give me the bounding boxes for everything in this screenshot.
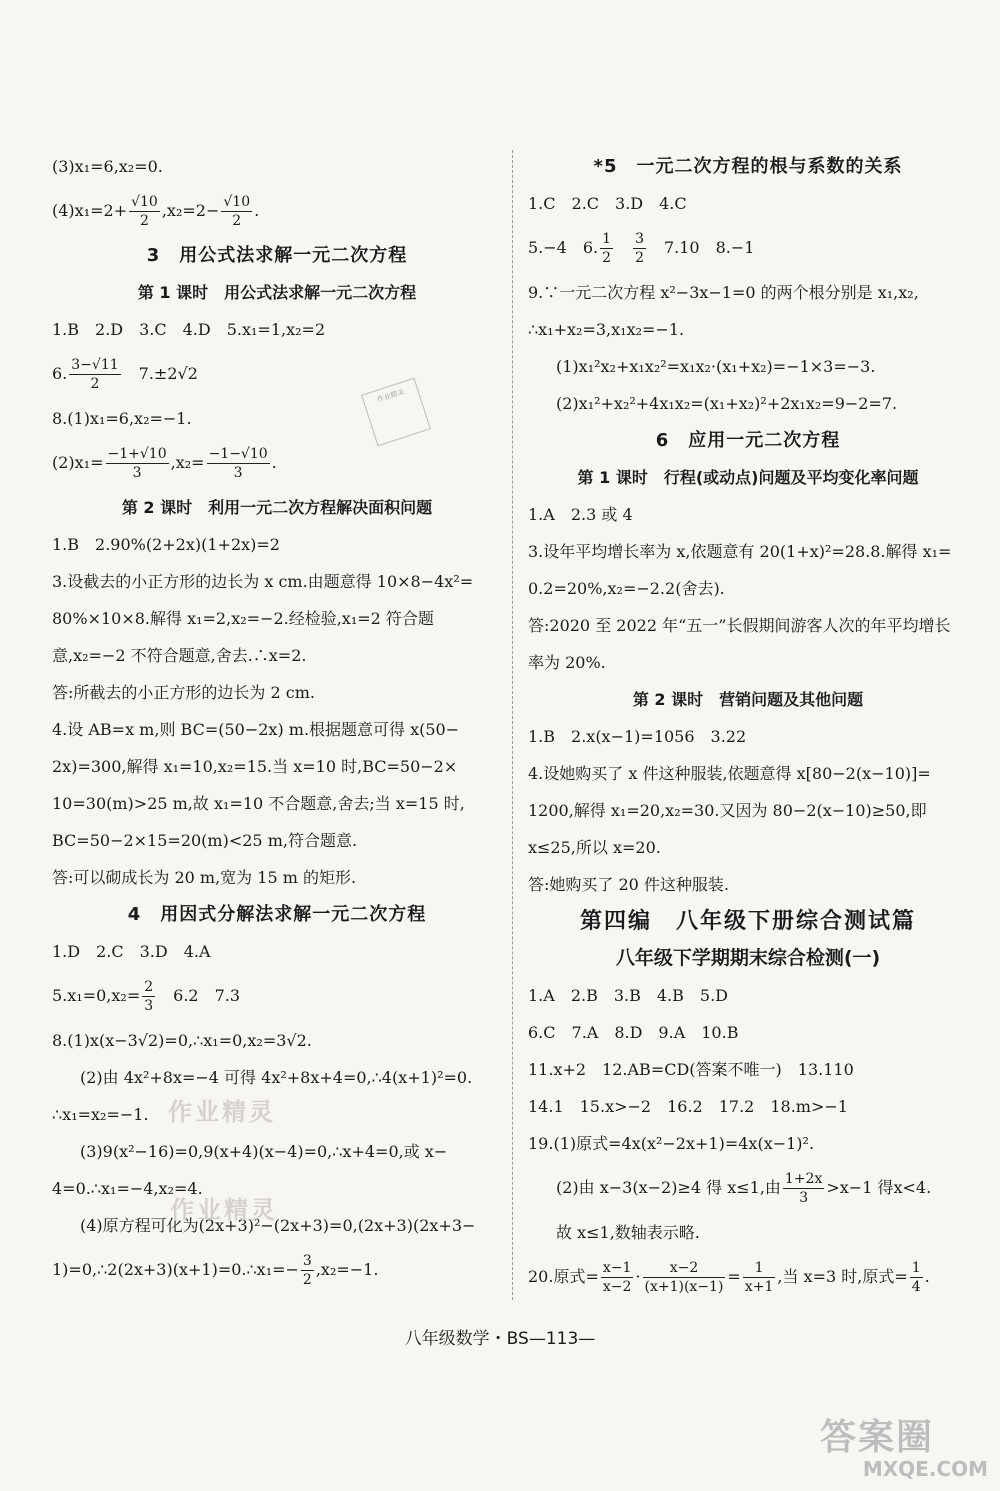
stamp-icon: 作业精灵 xyxy=(361,378,431,447)
section-heading: 4 用因式分解法求解一元二次方程 xyxy=(127,904,427,925)
answer-line: 答:所截去的小正方形的边长为 2 cm. xyxy=(52,683,315,702)
answer-line: x≤25,所以 x=20. xyxy=(528,838,661,857)
answer-line: (2)x₁= $\frac{-1+√10}{3}$ ,x₂= $\frac{-1-√10}{3}$ . xyxy=(52,446,277,481)
answer-line: (1)x₁²x₂+x₁x₂²=x₁x₂·(x₁+x₂)=−1×3=−3. xyxy=(556,357,876,376)
column-divider xyxy=(512,150,513,1300)
answer-line: 1.B 2.D 3.C 4.D 5.x₁=1,x₂=2 xyxy=(52,320,326,339)
answer-line: 答:可以砌成长为 20 m,宽为 15 m 的矩形. xyxy=(52,868,357,887)
answer-line: 5.−4 6. $\frac{1}{2}$ $\frac{3}{2}$ 7.10 8.−1 xyxy=(528,231,755,266)
fraction: $\frac{1}{4}$ xyxy=(911,1260,921,1295)
answer-line: 0.2=20%,x₂=−2.2(舍去). xyxy=(528,579,725,598)
answer-line: 8.(1)x₁=6,x₂=−1. xyxy=(52,409,192,428)
lesson-heading: 第 1 课时 行程(或动点)问题及平均变化率问题 xyxy=(577,468,919,487)
fraction: $\frac{3}{2}$ xyxy=(635,231,644,266)
answer-line: 10=30(m)>25 m,故 x₁=10 不合题意,舍去;当 x=15 时, xyxy=(52,794,465,813)
answer-line: 4.设 AB=x m,则 BC=(50−2x) m.根据题意可得 x(50− xyxy=(52,720,460,739)
fraction: $\frac{2}{3}$ xyxy=(144,979,154,1014)
answer-line: 2x)=300,解得 x₁=10,x₂=15.当 x=10 时,BC=50−2× xyxy=(52,757,458,776)
part-heading: 第四编 八年级下册综合测试篇 xyxy=(579,909,916,934)
fraction: $\frac{√10}{2}$ xyxy=(223,194,251,229)
answer-line: 4.设她购买了 x 件这种服装,依题意得 x[80−2(x−10)]= xyxy=(528,764,931,783)
fraction: $\frac{√10}{2}$ xyxy=(131,194,158,229)
section-heading: 6 应用一元二次方程 xyxy=(655,430,841,451)
answer-line: 14.1 15.x>−2 16.2 17.2 18.m>−1 xyxy=(528,1097,848,1116)
answer-line: 11.x+2 12.AB=CD(答案不唯一) 13.110 xyxy=(528,1060,854,1079)
answer-line: 3.设年平均增长率为 x,依题意有 20(1+x)²=28.8.解得 x₁= xyxy=(528,542,952,561)
fraction: $\frac{3-√11}{2}$ xyxy=(71,357,119,392)
answer-line: 6.C 7.A 8.D 9.A 10.B xyxy=(528,1023,739,1042)
answer-line: 5.x₁=0,x₂= $\frac{2}{3}$ 6.2 7.3 xyxy=(52,979,241,1014)
logo-url: MXQE.COM xyxy=(862,1457,988,1481)
answer-line: 20.原式= $\frac{x-1}{x-2}$ · $\frac{x-2}{(x+1)(x-1)}$ = $\frac{1}{x+1}$ ,当 x=3 时,原式= $\frac{1}{4}$ . xyxy=(528,1260,930,1295)
answer-line: ∴x₁+x₂=3,x₁x₂=−1. xyxy=(528,320,685,339)
answer-line: 6. $\frac{3-√11}{2}$ 7.±2√2 xyxy=(52,357,198,392)
test-heading: 八年级下学期期末综合检测(一) xyxy=(615,947,881,969)
answer-line: 故 x≤1,数轴表示略. xyxy=(556,1223,700,1242)
fraction: $\frac{x-2}{(x+1)(x-1)}$ xyxy=(644,1260,724,1295)
answer-line: 1200,解得 x₁=20,x₂=30.又因为 80−2(x−10)≥50,即 xyxy=(528,801,927,820)
section-heading: 3 用公式法求解一元二次方程 xyxy=(146,245,408,266)
answer-line: 1.A 2.B 3.B 4.B 5.D xyxy=(528,986,728,1005)
page-footer: 八年级数学・BS—113— xyxy=(404,1329,596,1349)
left-column xyxy=(52,148,502,1296)
answer-line: 3.设截去的小正方形的边长为 x cm.由题意得 10×8−4x²= xyxy=(52,572,474,591)
fraction: $\frac{x-1}{x-2}$ xyxy=(602,1260,632,1295)
answer-line: (2)由 x−3(x−2)≥4 得 x≤1,由 $\frac{1+2x}{3}$ >x−1 得x<4. xyxy=(556,1171,932,1206)
answer-line: 答:她购买了 20 件这种服装. xyxy=(528,875,730,894)
right-column xyxy=(528,148,968,1303)
fraction: $\frac{3}{2}$ xyxy=(302,1253,312,1288)
answer-line: 1.A 2.3 或 4 xyxy=(528,505,633,524)
fraction: $\frac{-1+√10}{3}$ xyxy=(107,446,167,481)
fraction: $\frac{1}{2}$ xyxy=(602,231,612,266)
answer-line: 1.D 2.C 3.D 4.A xyxy=(52,942,211,961)
fraction: $\frac{1+2x}{3}$ xyxy=(784,1171,823,1206)
answer-line: (2)x₁²+x₂²+4x₁x₂=(x₁+x₂)²+2x₁x₂=9−2=7. xyxy=(556,394,898,413)
answer-line: BC=50−2×15=20(m)<25 m,符合题意. xyxy=(52,831,358,850)
section-heading: *5 一元二次方程的根与系数的关系 xyxy=(593,156,903,177)
answer-line: 率为 20%. xyxy=(528,653,606,672)
fraction: $\frac{1}{x+1}$ xyxy=(744,1260,774,1295)
answer-line: (3)x₁=6,x₂=0. xyxy=(52,157,163,176)
answer-line: ∴x₁=x₂=−1. xyxy=(52,1105,149,1124)
answer-line: 80%×10×8.解得 x₁=2,x₂=−2.经检验,x₁=2 符合题 xyxy=(52,609,434,628)
lesson-heading: 第 2 课时 营销问题及其他问题 xyxy=(632,690,864,709)
logo-text: 答案圈 xyxy=(820,1417,935,1458)
answer-line: (2)由 4x²+8x=−4 可得 4x²+8x+4=0,∴4(x+1)²=0. xyxy=(80,1068,473,1087)
lesson-heading: 第 1 课时 用公式法求解一元二次方程 xyxy=(137,283,417,302)
answer-line: 19.(1)原式=4x(x²−2x+1)=4x(x−1)². xyxy=(528,1134,815,1153)
answer-line: 1.B 2.90%(2+2x)(1+2x)=2 xyxy=(52,535,280,554)
answer-line: (3)9(x²−16)=0,9(x+4)(x−4)=0,∴x+4=0,或 x− xyxy=(80,1142,448,1161)
watermark: 作业精灵 xyxy=(170,1196,278,1224)
answer-line: 4=0.∴x₁=−4,x₂=4. xyxy=(52,1179,203,1198)
watermark: 作业精灵 xyxy=(168,1098,276,1126)
answer-line: 8.(1)x(x−3√2)=0,∴x₁=0,x₂=3√2. xyxy=(52,1031,312,1050)
answer-line: 1.C 2.C 3.D 4.C xyxy=(528,194,687,213)
answer-line: (4)原方程可化为(2x+3)²−(2x+3)=0,(2x+3)(2x+3− xyxy=(80,1216,476,1235)
answer-line: 1)=0,∴2(2x+3)(x+1)=0.∴x₁=− $\frac{3}{2}$ ,x₂=−1. xyxy=(52,1253,379,1288)
answer-line: 9.∵一元二次方程 x²−3x−1=0 的两个根分别是 x₁,x₂, xyxy=(528,283,919,302)
answer-line: 1.B 2.x(x−1)=1056 3.22 xyxy=(528,727,747,746)
answer-line: 意,x₂=−2 不符合题意,舍去.∴x=2. xyxy=(52,646,307,665)
answer-line: (4)x₁=2+ $\frac{√10}{2}$ ,x₂=2− $\frac{√10}{2}$ . xyxy=(52,194,260,229)
answer-line: 答:2020 至 2022 年“五一”长假期间游客人次的年平均增长 xyxy=(528,616,951,635)
site-logo xyxy=(820,1418,988,1484)
lesson-heading: 第 2 课时 利用一元二次方程解决面积问题 xyxy=(121,498,433,517)
fraction: $\frac{-1-√10}{3}$ xyxy=(208,446,268,481)
